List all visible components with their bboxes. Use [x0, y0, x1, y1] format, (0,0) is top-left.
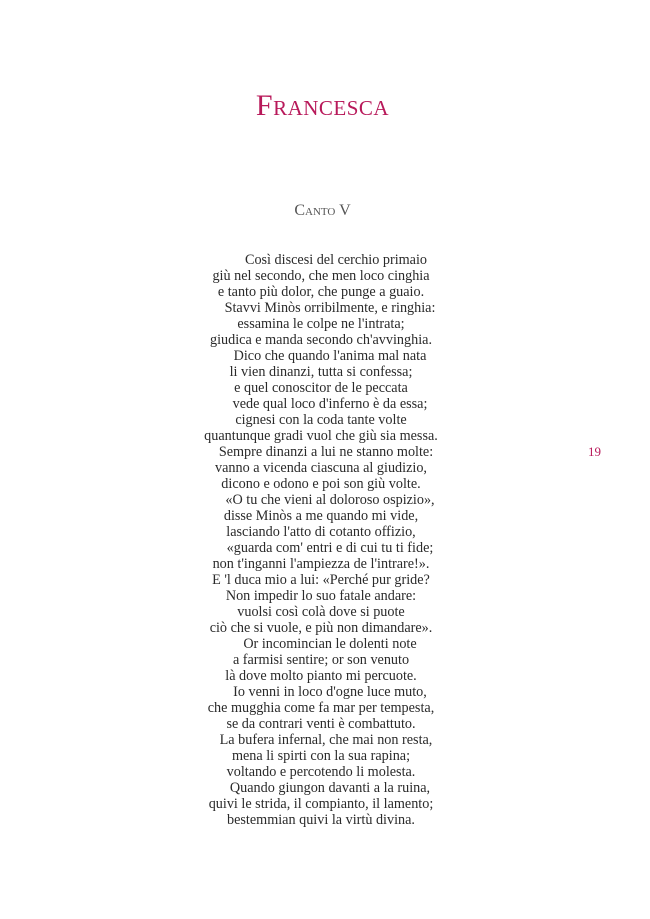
- chapter-title: Francesca: [255, 89, 390, 122]
- verse-line: mena li spirti con la sua rapina;: [231, 748, 411, 764]
- verse-line: quivi le strida, il compianto, il lamento;: [208, 796, 434, 812]
- verse-line: bestemmian quivi la virtù divina.: [227, 812, 415, 828]
- verse-line: Quando giungon davanti a la ruina,: [229, 780, 431, 796]
- verse-line: voltando e percotendo li molesta.: [226, 764, 416, 780]
- verse-line: Or incomincian le dolenti note: [243, 636, 417, 652]
- verse-line: «O tu che vieni al doloroso ospizio»,: [225, 492, 435, 508]
- verse-line: essamina le colpe ne l'intrata;: [237, 316, 405, 332]
- verse-line: se da contrari venti è combattuto.: [226, 716, 416, 732]
- verse-line: vuolsi così colà dove si puote: [237, 604, 405, 620]
- verse-line: lasciando l'atto di cotanto offizio,: [226, 524, 416, 540]
- verse-line: vede qual loco d'inferno è da essa;: [232, 396, 428, 412]
- verse-line: La bufera infernal, che mai non resta,: [219, 732, 433, 748]
- verse-line: E 'l duca mio a lui: «Perché pur gride?: [212, 572, 430, 588]
- verse-line: Sempre dinanzi a lui ne stanno molte:: [218, 444, 434, 460]
- verse-line: quantunque gradi vuol che giù sia messa.: [204, 428, 438, 444]
- verse-line: Così discesi del cerchio primaio: [244, 252, 428, 268]
- verse-line: dicono e odono e poi son giù volte.: [221, 476, 421, 492]
- poem-verses: [0, 252, 642, 828]
- verse-line: Non impedir lo suo fatale andare:: [225, 588, 417, 604]
- verse-line: vanno a vicenda ciascuna al giudizio,: [215, 460, 427, 476]
- verse-line: là dove molto pianto mi percuote.: [225, 668, 417, 684]
- verse-line: ciò che si vuole, e più non dimandare».: [209, 620, 433, 636]
- verse-line: cignesi con la coda tante volte: [235, 412, 407, 428]
- verse-line: non t'inganni l'ampiezza de l'intrare!».: [212, 556, 430, 572]
- verse-line: giù nel secondo, che men loco cinghia: [212, 268, 430, 284]
- verse-line: Dico che quando l'anima mal nata: [233, 348, 427, 364]
- verse-line: disse Minòs a me quando mi vide,: [223, 508, 419, 524]
- verse-line: li vien dinanzi, tutta si confessa;: [229, 364, 413, 380]
- verse-line: e quel conoscitor de le peccata: [234, 380, 408, 396]
- verse-line: e tanto più dolor, che punge a guaio.: [217, 284, 425, 300]
- verse-line: giudica e manda secondo ch'avvinghia.: [210, 332, 432, 348]
- page-number: 19: [588, 444, 601, 459]
- verse-line: che mugghia come fa mar per tempesta,: [207, 700, 435, 716]
- verse-line: Io venni in loco d'ogne luce muto,: [233, 684, 427, 700]
- verse-line: a farmisi sentire; or son venuto: [232, 652, 410, 668]
- verse-line: Stavvi Minòs orribilmente, e ringhia:: [224, 300, 436, 316]
- canto-heading: Canto V: [294, 202, 351, 219]
- verse-line: «guarda com' entri e di cui tu ti fide;: [226, 540, 434, 556]
